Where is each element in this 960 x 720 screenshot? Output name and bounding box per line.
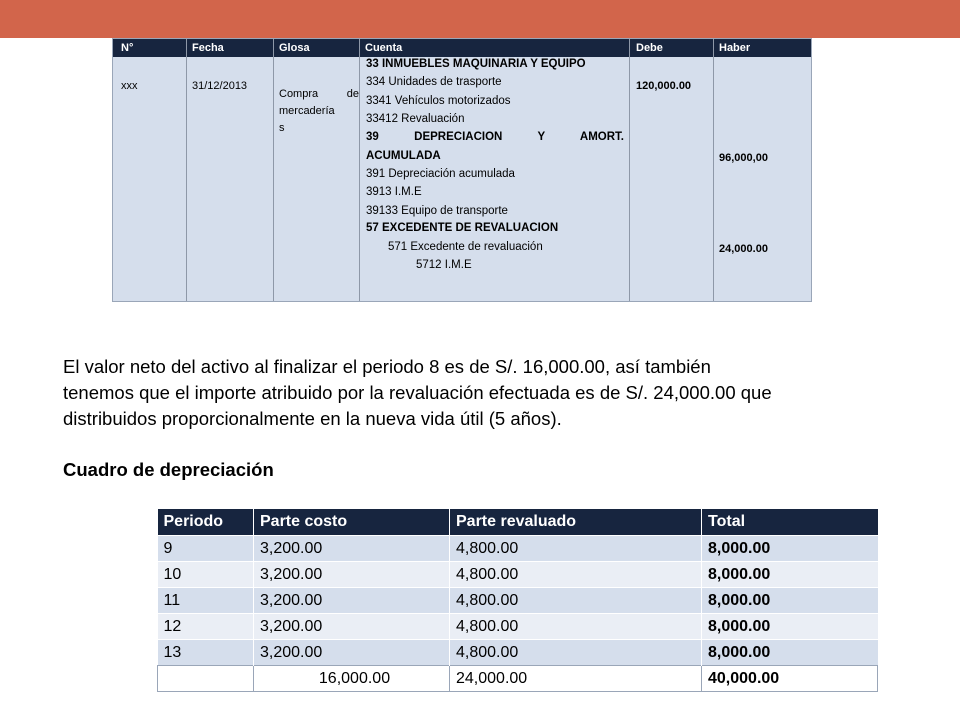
column-divider	[186, 39, 187, 301]
table-row	[158, 562, 878, 588]
glosa-line: mercadería	[279, 105, 335, 117]
cell-total: 8,000.00	[702, 588, 878, 614]
section-heading: Cuadro de depreciación	[63, 459, 274, 480]
cell-parte-costo: 3,200.00	[254, 614, 450, 640]
account-line: 3341 Vehículos motorizados	[366, 95, 511, 107]
account-line: 33 INMUEBLES MAQUINARIA Y EQUIPO	[366, 58, 586, 70]
cell-parte-costo: 3,200.00	[254, 588, 450, 614]
account-line: 571 Excedente de revaluación	[388, 241, 543, 253]
entry-glosa	[279, 86, 359, 137]
account-line: ACUMULADA	[366, 150, 441, 162]
depreciation-table	[157, 509, 878, 692]
debe-amount: 120,000.00	[636, 80, 692, 92]
cell-total: 8,000.00	[702, 640, 878, 666]
journal-entry-table	[112, 38, 812, 302]
column-divider	[359, 39, 360, 301]
cell-total: 8,000.00	[702, 562, 878, 588]
header-fecha: Fecha	[192, 42, 224, 54]
explanation-paragraph	[63, 354, 913, 432]
cell-parte-revaluado-total: 24,000.00	[450, 666, 702, 692]
cell-total: 8,000.00	[702, 536, 878, 562]
header-numero: N°	[121, 42, 134, 54]
cell-parte-costo: 3,200.00	[254, 536, 450, 562]
table-row	[158, 588, 878, 614]
account-line: 3913 I.M.E	[366, 186, 422, 198]
table-row	[158, 614, 878, 640]
account-line: 39 DEPRECIACION Y AMORT.	[366, 131, 624, 143]
paragraph-line: El valor neto del activo al finalizar el periodo 8 es de S/. 16,000.00, así también	[63, 356, 711, 377]
cell-parte-costo: 3,200.00	[254, 562, 450, 588]
cell-periodo: 10	[158, 562, 254, 588]
table-row	[158, 640, 878, 666]
header-parte-revaluado: Parte revaluado	[450, 509, 702, 536]
cell-parte-revaluado: 4,800.00	[450, 536, 702, 562]
entry-date: 31/12/2013	[192, 80, 248, 92]
cell-parte-revaluado: 4,800.00	[450, 588, 702, 614]
journal-header-row	[113, 39, 811, 57]
cell-parte-costo: 3,200.00	[254, 640, 450, 666]
account-line: 334 Unidades de trasporte	[366, 76, 502, 88]
cell-grand-total: 40,000.00	[702, 666, 878, 692]
haber-amount: 24,000.00	[719, 243, 768, 255]
account-line: 39133 Equipo de transporte	[366, 205, 508, 217]
table-row	[158, 536, 878, 562]
account-line: 391 Depreciación acumulada	[366, 168, 515, 180]
header-periodo: Periodo	[158, 509, 254, 536]
paragraph-line: tenemos que el importe atribuido por la revaluación efectuada es de S/. 24,000.00 que	[63, 382, 772, 403]
entry-number: xxx	[121, 80, 138, 92]
column-divider	[273, 39, 274, 301]
cell-periodo: 12	[158, 614, 254, 640]
cell-periodo: 13	[158, 640, 254, 666]
cell-periodo: 9	[158, 536, 254, 562]
top-accent-bar	[0, 0, 960, 38]
cell-parte-revaluado: 4,800.00	[450, 640, 702, 666]
header-debe: Debe	[636, 42, 663, 54]
depreciation-header-row	[158, 509, 878, 536]
cell-total: 8,000.00	[702, 614, 878, 640]
header-haber: Haber	[719, 42, 751, 54]
glosa-line: s	[279, 122, 285, 134]
cell-parte-revaluado: 4,800.00	[450, 614, 702, 640]
account-line: 5712 I.M.E	[416, 259, 472, 271]
header-cuenta: Cuenta	[365, 42, 403, 54]
cell-parte-revaluado: 4,800.00	[450, 562, 702, 588]
haber-amount: 96,000,00	[719, 152, 768, 164]
column-divider	[629, 39, 630, 301]
cell-parte-costo-total: 16,000.00	[254, 666, 450, 692]
glosa-line: Compra de	[279, 88, 359, 100]
header-parte-costo: Parte costo	[254, 509, 450, 536]
cell-periodo: 11	[158, 588, 254, 614]
paragraph-line: distribuidos proporcionalmente en la nueva vida útil (5 años).	[63, 408, 562, 429]
account-line: 57 EXCEDENTE DE REVALUACION	[366, 222, 559, 234]
header-total: Total	[702, 509, 878, 536]
account-line: 33412 Revaluación	[366, 113, 465, 125]
totals-row	[158, 666, 878, 692]
header-glosa: Glosa	[279, 42, 310, 54]
column-divider	[713, 39, 714, 301]
cell-periodo	[158, 666, 254, 692]
